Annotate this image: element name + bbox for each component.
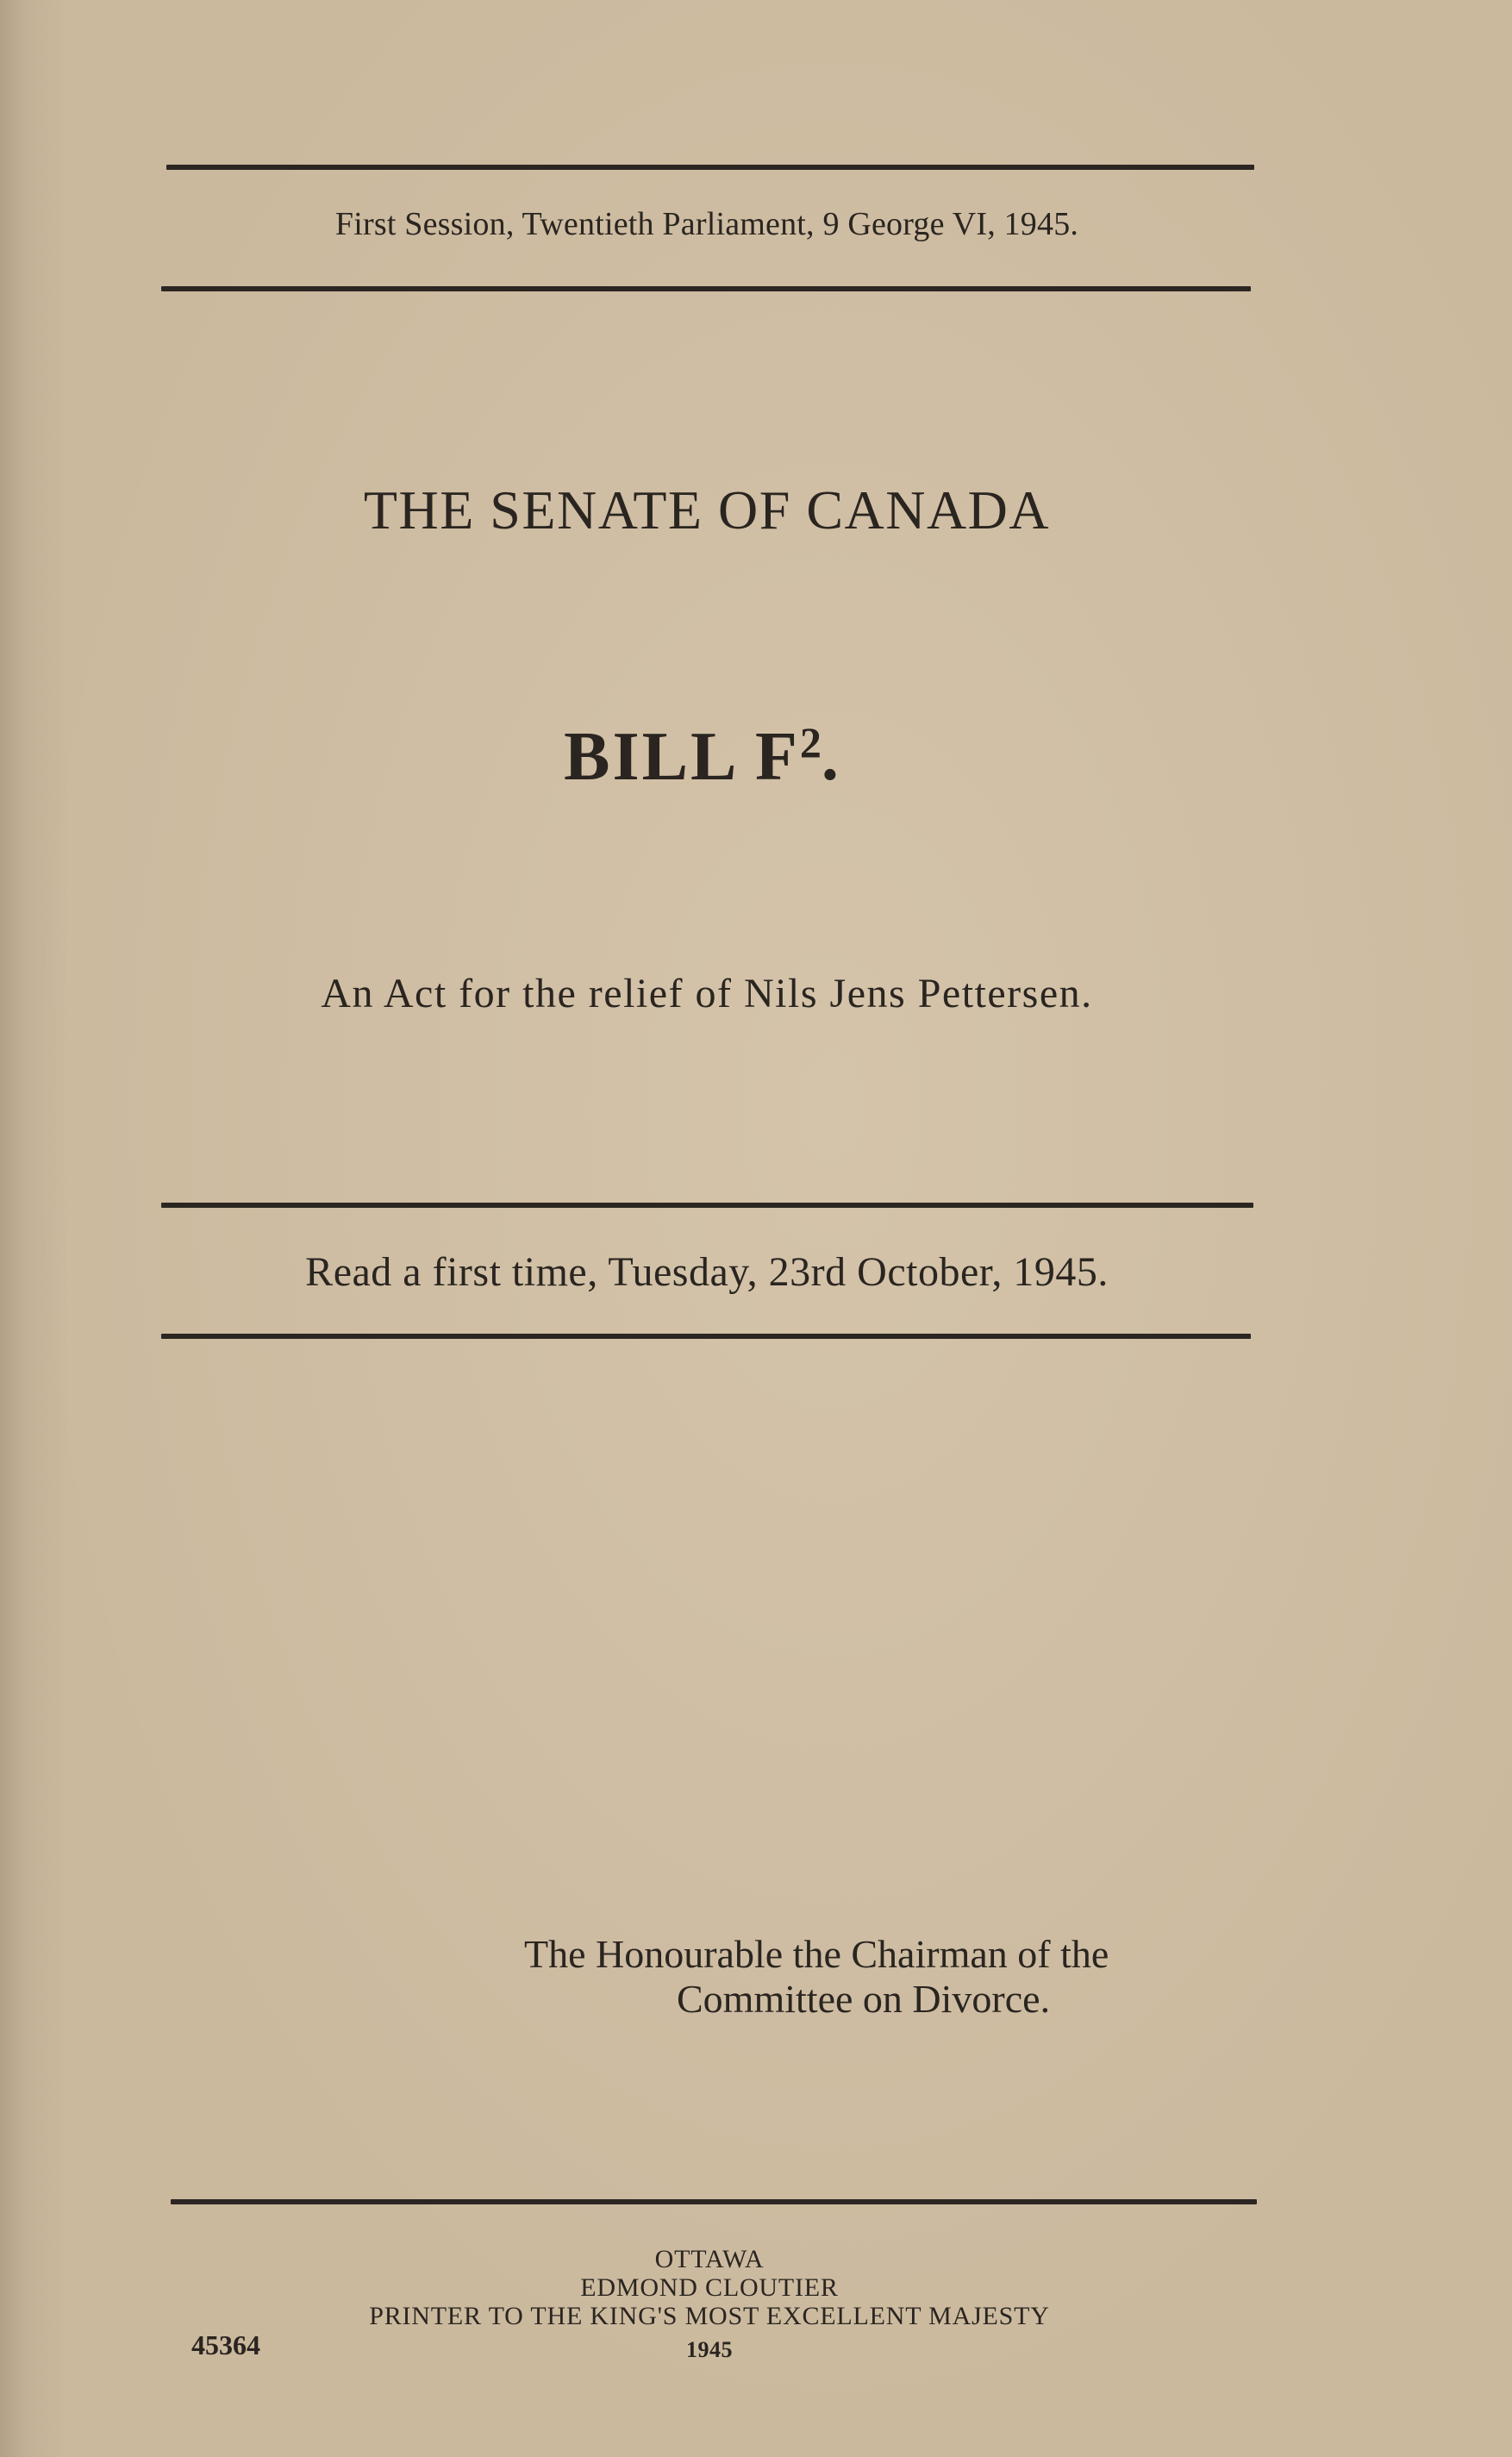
bill-suffix: . <box>821 719 841 795</box>
sponsor-line-1: The Honourable the Chairman of the <box>524 1932 1109 1976</box>
reading-bottom-rule <box>161 1334 1251 1339</box>
imprint-city: OTTAWA <box>654 2245 765 2273</box>
header-bottom-rule <box>161 286 1251 291</box>
imprint-printer-title: PRINTER TO THE KING'S MOST EXCELLENT MAJESTY <box>369 2302 1050 2330</box>
imprint-top-rule <box>171 2199 1257 2204</box>
act-title: An Act for the relief of Nils Jens Pettersen. <box>321 971 1093 1016</box>
sponsor-line-2: Committee on Divorce. <box>677 1977 1051 2021</box>
session-line: First Session, Twentieth Parliament, 9 George VI, 1945. <box>334 206 1079 242</box>
imprint-printer-name: EDMOND CLOUTIER <box>580 2273 839 2302</box>
bill-label: BILL F <box>564 719 800 795</box>
chamber-title: THE SENATE OF CANADA <box>363 479 1051 541</box>
top-rule <box>166 165 1254 170</box>
reading-line: Read a first time, Tuesday, 23rd October, 1945. <box>305 1249 1109 1295</box>
bill-title <box>0 717 1405 797</box>
document-number: 45364 <box>191 2329 260 2360</box>
bill-superscript: 2 <box>799 718 822 766</box>
reading-top-rule <box>161 1203 1253 1208</box>
imprint-year: 1945 <box>686 2337 733 2362</box>
